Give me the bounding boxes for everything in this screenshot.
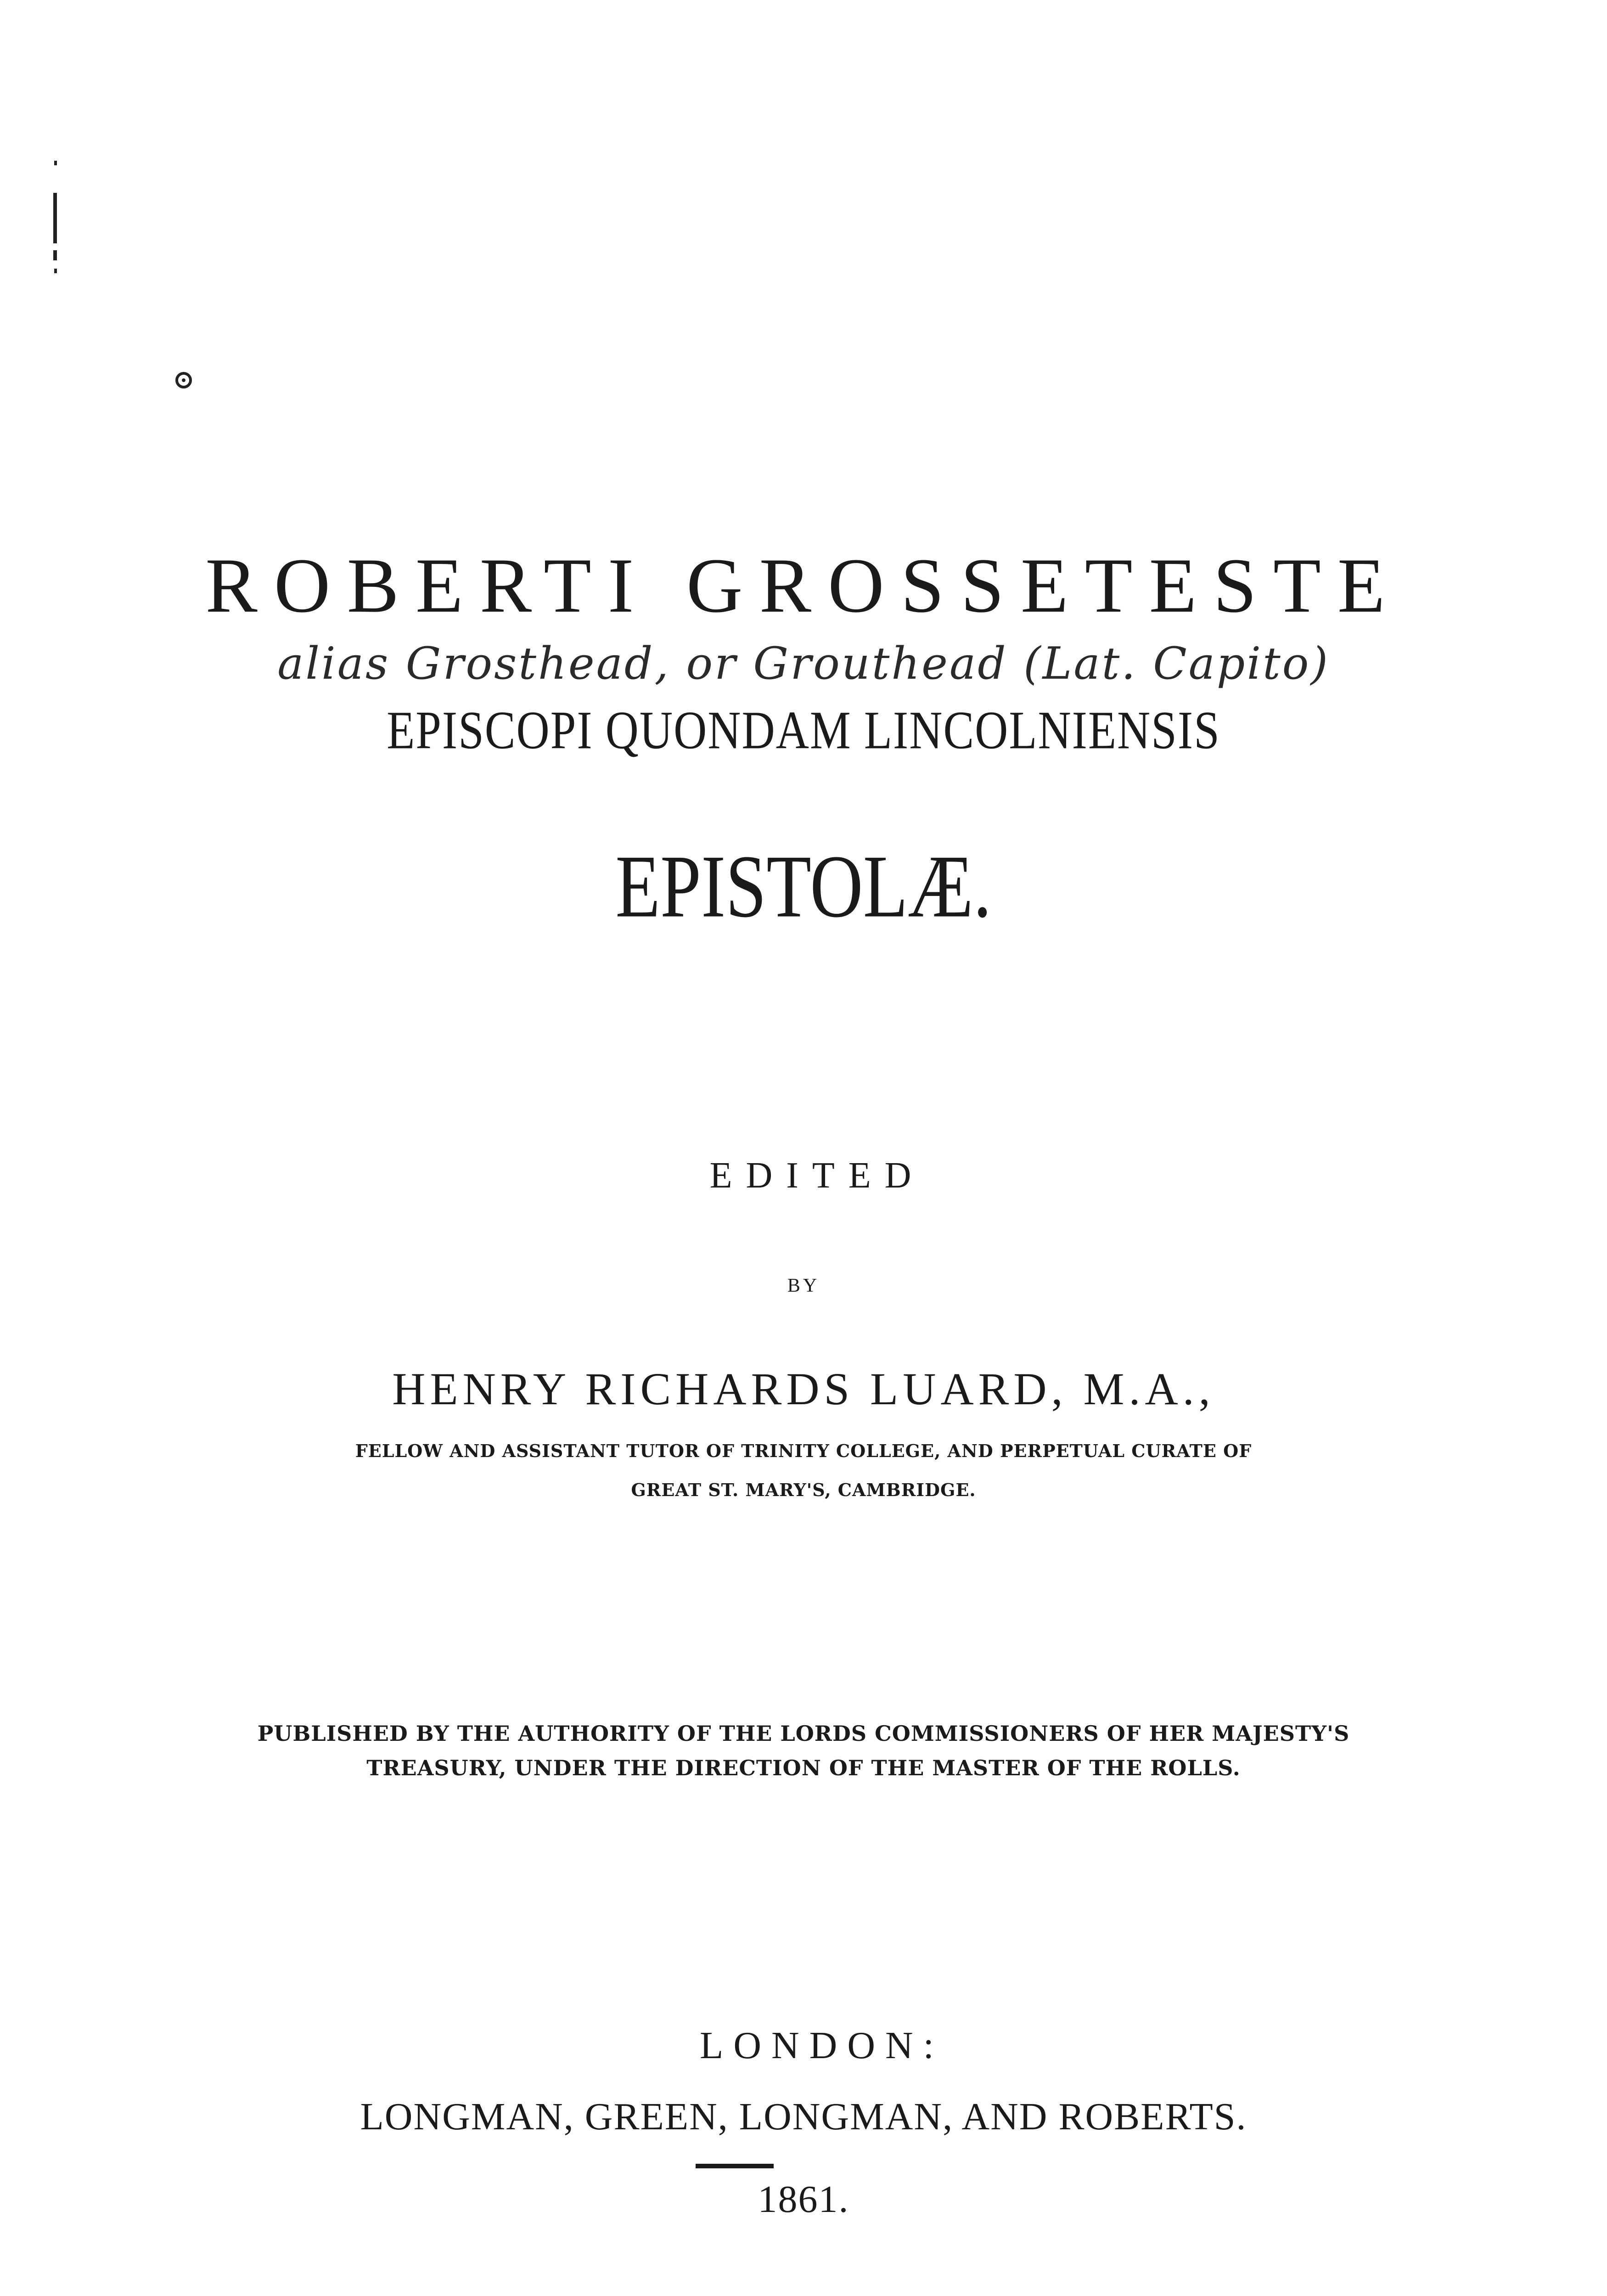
divider-rule <box>696 2164 774 2168</box>
publisher-name: LONGMAN, GREEN, LONGMAN, AND ROBERTS. <box>360 2095 1247 2138</box>
book-title: ROBERTI GROSSETESTE <box>205 542 1402 629</box>
scan-mark <box>54 269 57 273</box>
editor-name: HENRY RICHARDS LUARD, M.A., <box>392 1363 1215 1414</box>
scan-mark <box>53 193 57 243</box>
edited-label: EDITED <box>709 1155 925 1196</box>
scan-mark <box>54 161 57 165</box>
by-label: BY <box>787 1275 820 1296</box>
publication-note-line-2: TREASURY, UNDER THE DIRECTION OF THE MASTER OF THE ROLLS. <box>366 1756 1241 1780</box>
publication-year: 1861. <box>758 2178 849 2221</box>
editor-affiliation-line-1: FELLOW AND ASSISTANT TUTOR OF TRINITY COLLEGE, AND PERPETUAL CURATE OF <box>355 1441 1252 1461</box>
scan-mark <box>53 250 57 260</box>
editor-affiliation-line-2: GREAT ST. MARY'S, CAMBRIDGE. <box>631 1480 976 1500</box>
handwritten-annotation: alias Grosthead, or Grouthead (Lat. Capito) <box>277 638 1330 689</box>
publication-note-line-1: PUBLISHED BY THE AUTHORITY OF THE LORDS COMMISSIONERS OF HER MAJESTY'S <box>257 1721 1350 1746</box>
publication-city: LONDON: <box>700 2024 944 2067</box>
work-title: EPISTOLÆ. <box>615 836 992 936</box>
book-subtitle: EPISCOPI QUONDAM LINCOLNIENSIS <box>387 700 1220 760</box>
